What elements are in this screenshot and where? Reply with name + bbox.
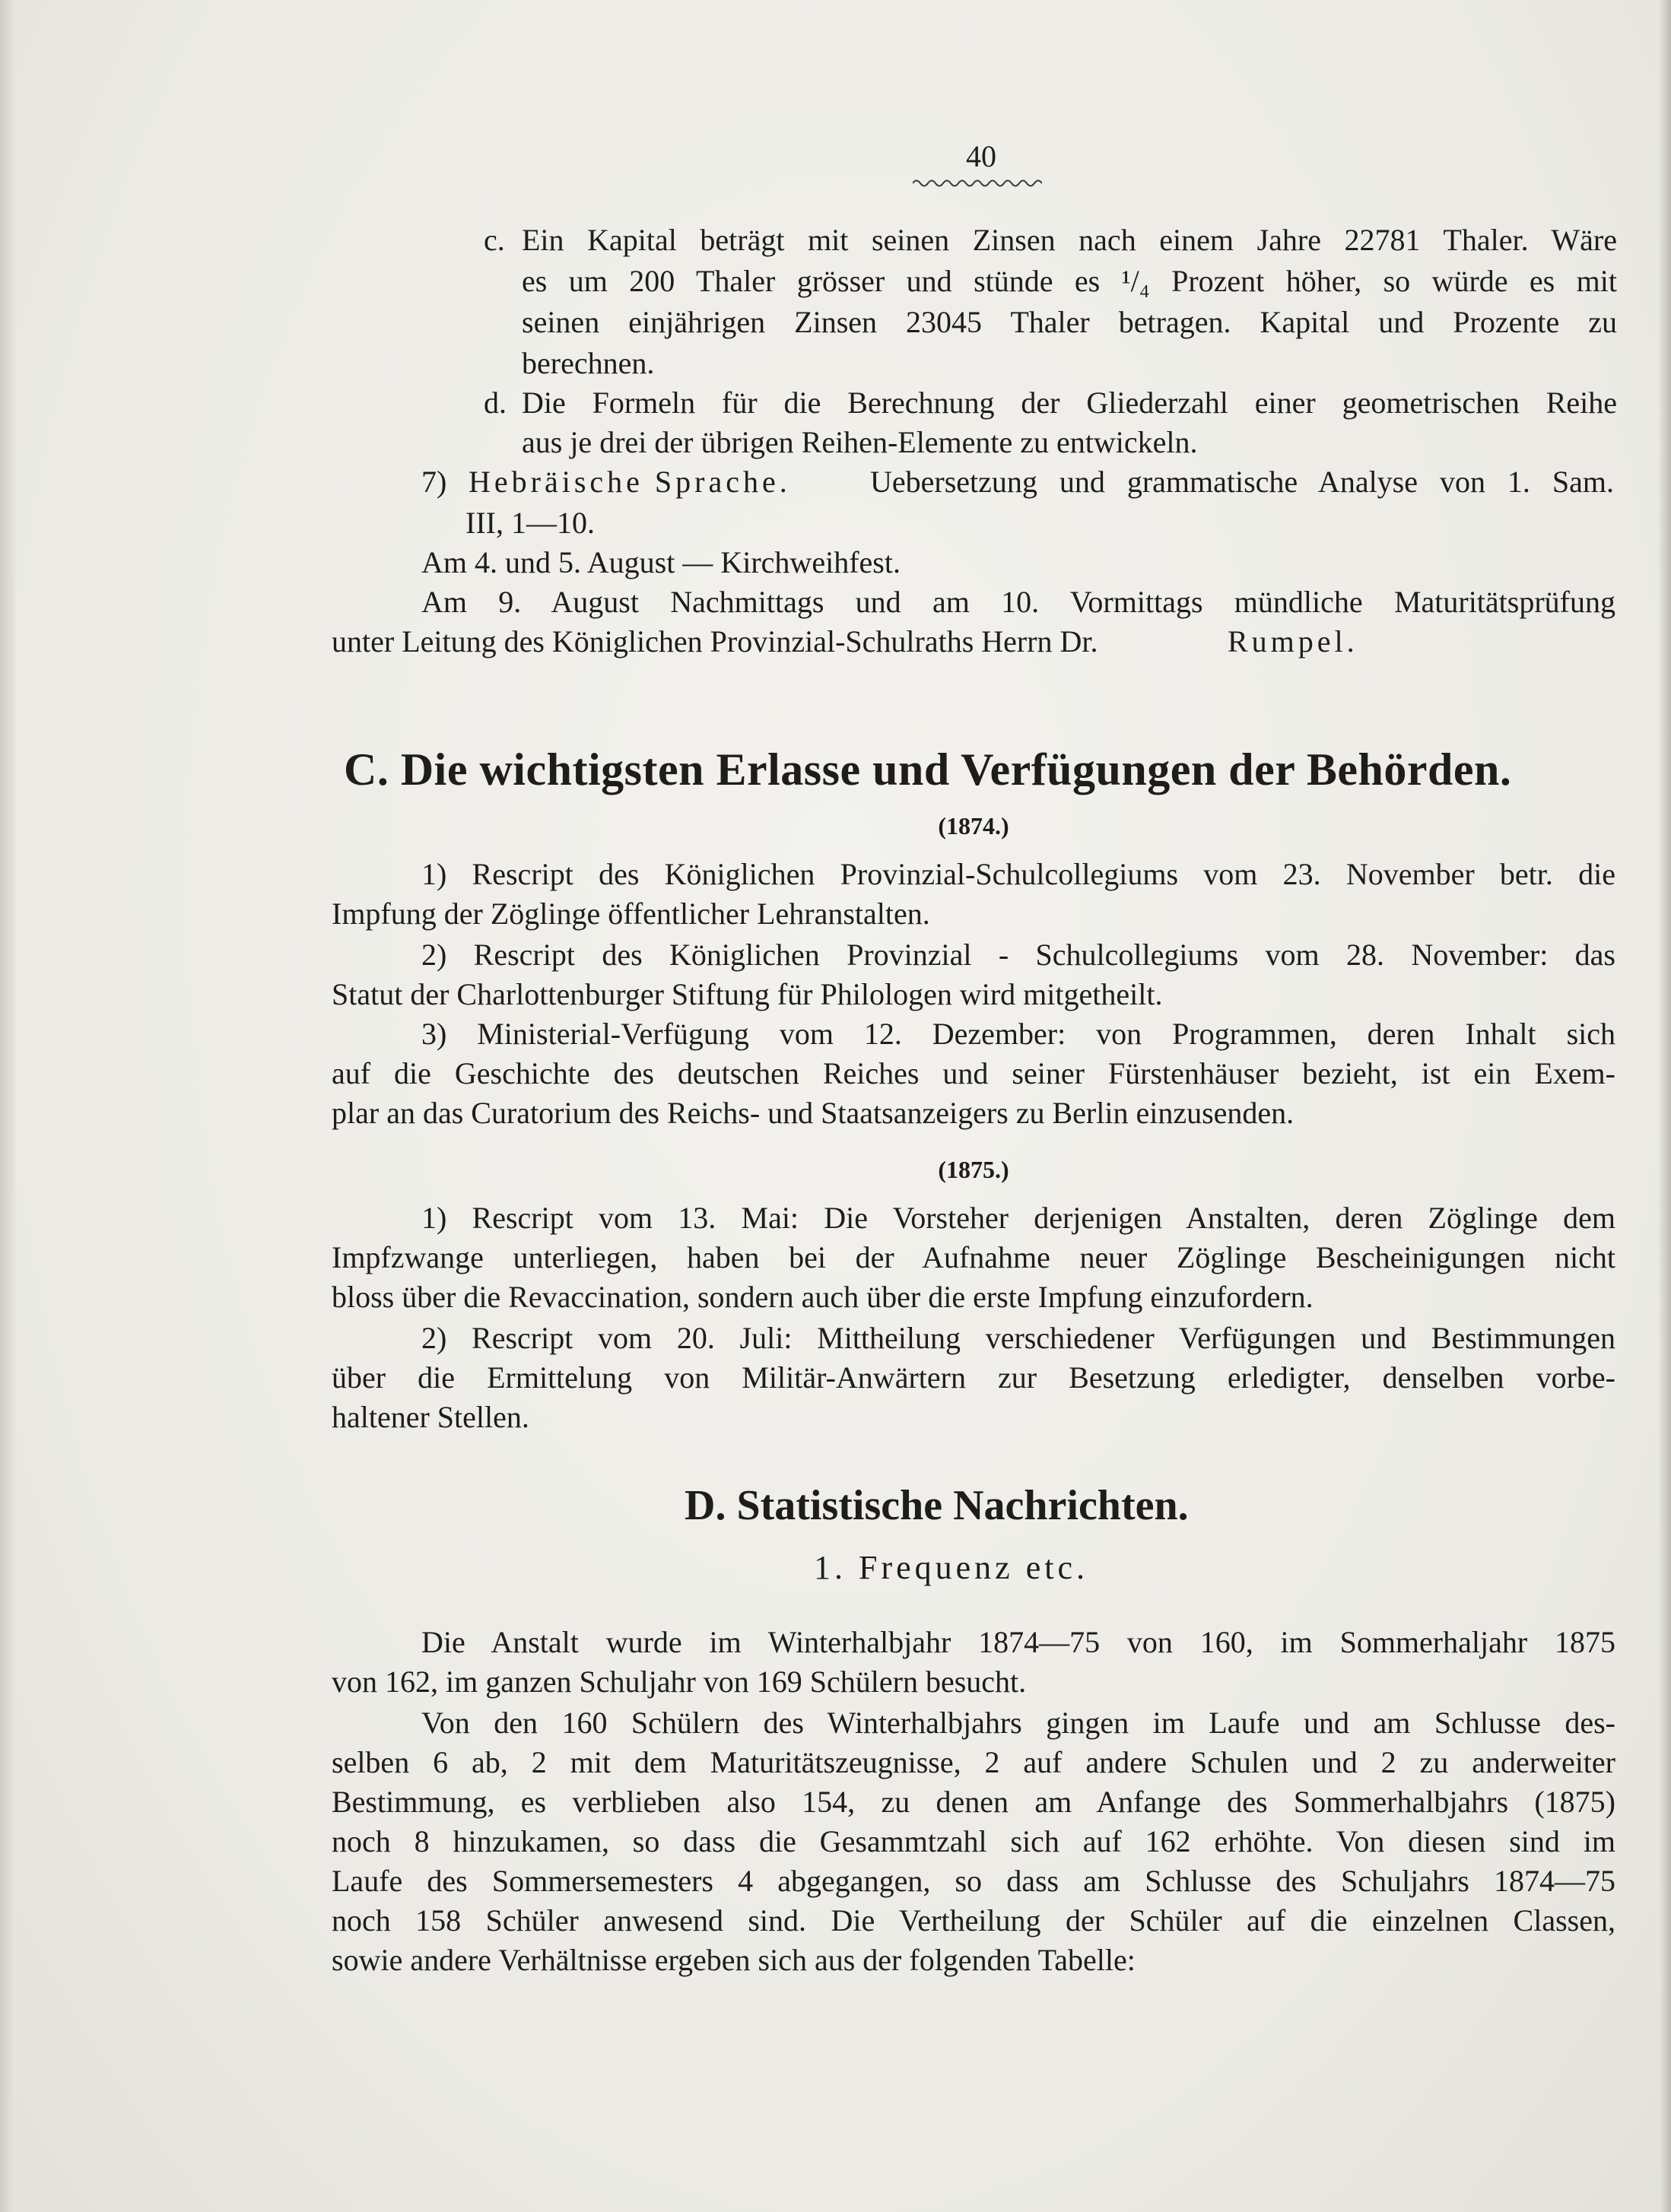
item-d-marker: d. (484, 386, 507, 420)
item-7-marker: 7) (421, 465, 447, 499)
frequenz-para-2-line-4: noch 8 hinzukamen, so dass die Gesammtzahl sich auf 162 erhöhte. Von diesen sind im (332, 1824, 1615, 1858)
maturitaet-name: Rumpel. (1228, 624, 1358, 659)
item-c-line-1: Ein Kapital beträgt mit seinen Zinsen nach einem Jahre 22781 Thaler. Wäre (522, 223, 1617, 257)
erlass-1875-1-line-1: 1) Rescript vom 13. Mai: Die Vorsteher derjenigen Anstalten, deren Zöglinge dem (421, 1201, 1615, 1235)
item-7-line-1: Uebersetzung und grammatische Analyse von 1. Sam. (870, 465, 1614, 499)
item-7-title: Hebräische Sprache. (469, 465, 791, 499)
erlass-1874-2-line-2: Statut der Charlottenburger Stiftung für Philologen wird mitgetheilt. (332, 977, 1163, 1011)
page-number-ornament (913, 178, 1042, 189)
frequenz-para-2-line-1: Von den 160 Schülern des Winterhalbjahrs gingen im Laufe und am Schlusse des- (421, 1706, 1615, 1740)
item-c-line-4: berechnen. (522, 346, 655, 380)
item-c-line-3: seinen einjährigen Zinsen 23045 Thaler betragen. Kapital und Prozente zu (522, 305, 1617, 339)
page-edge-right (1659, 0, 1671, 2212)
frequenz-para-2-line-3: Bestimmung, es verblieben also 154, zu denen am Anfange des Sommerhalbjahrs (1875) (332, 1785, 1615, 1819)
page-number: 40 (966, 139, 996, 173)
erlass-1875-1-line-3: bloss über die Revaccination, sondern auch über die erste Impfung einzufordern. (332, 1280, 1314, 1314)
erlass-1874-3-line-2: auf die Geschichte des deutschen Reiches und seiner Fürstenhäuser bezieht, ist ein Exem- (332, 1056, 1615, 1090)
frequenz-para-1-line-1: Die Anstalt wurde im Winterhalbjahr 1874—75 von 160, im Sommerhaljahr 1875 (421, 1625, 1615, 1659)
erlass-1874-1-line-1: 1) Rescript des Königlichen Provinzial-Schulcollegiums vom 23. November betr. die (421, 857, 1615, 891)
item-7-line-2: III, 1—10. (465, 506, 595, 540)
erlass-1874-3-line-3: plar an das Curatorium des Reichs- und Staatsanzeigers zu Berlin einzusenden. (332, 1096, 1295, 1130)
frequenz-para-2-line-5: Laufe des Sommersemesters 4 abgegangen, so dass am Schlusse des Schuljahrs 1874—75 (332, 1864, 1615, 1898)
section-d-heading: D. Statistische Nachrichten. (685, 1482, 1189, 1529)
item-d-line-1: Die Formeln für die Berechnung der Gliederzahl einer geometrischen Reihe (522, 386, 1617, 420)
frequenz-para-2-line-7: sowie andere Verhältnisse ergeben sich aus der folgenden Tabelle: (332, 1943, 1136, 1977)
year-1874: (1874.) (938, 812, 1009, 839)
erlass-1874-2-line-1: 2) Rescript des Königlichen Provinzial - Schulcollegiums vom 28. November: das (421, 938, 1615, 972)
section-d-subheading: 1. Frequenz etc. (814, 1549, 1088, 1586)
section-c-heading: C. Die wichtigsten Erlasse und Verfügungen der Behörden. (344, 744, 1512, 795)
page-edge-left (0, 0, 15, 2212)
maturitaet-line-1: Am 9. August Nachmittags und am 10. Vormittags mündliche Maturitätsprüfung (421, 585, 1615, 619)
item-c-marker: c. (484, 223, 505, 257)
erlass-1875-2-line-1: 2) Rescript vom 20. Juli: Mittheilung verschiedener Verfügungen und Bestimmungen (421, 1321, 1615, 1355)
maturitaet-line-2: unter Leitung des Königlichen Provinzial-Schulraths Herrn Dr. (332, 624, 1098, 659)
year-1875: (1875.) (938, 1156, 1009, 1183)
frequenz-para-2-line-6: noch 158 Schüler anwesend sind. Die Vertheilung der Schüler auf die einzelnen Classen, (332, 1903, 1615, 1937)
erlass-1875-1-line-2: Impfzwange unterliegen, haben bei der Aufnahme neuer Zöglinge Bescheinigungen nicht (332, 1240, 1615, 1274)
item-d-line-2: aus je drei der übrigen Reihen-Elemente zu entwickeln. (522, 425, 1198, 459)
erlass-1874-1-line-2: Impfung der Zöglinge öffentlicher Lehranstalten. (332, 897, 930, 931)
item-c-line-2: es um 200 Thaler grösser und stünde es ¹/₄ Prozent höher, so würde es mit (522, 264, 1617, 298)
erlass-1875-2-line-3: haltener Stellen. (332, 1400, 529, 1434)
kirchweihfest: Am 4. und 5. August — Kirchweihfest. (421, 545, 901, 579)
erlass-1875-2-line-2: über die Ermittelung von Militär-Anwärtern zur Besetzung erledigter, denselben vorbe- (332, 1360, 1615, 1395)
frequenz-para-1-line-2: von 162, im ganzen Schuljahr von 169 Schülern besucht. (332, 1665, 1027, 1699)
erlass-1874-3-line-1: 3) Ministerial-Verfügung vom 12. Dezember: von Programmen, deren Inhalt sich (421, 1017, 1615, 1051)
frequenz-para-2-line-2: selben 6 ab, 2 mit dem Maturitätszeugnisse, 2 auf andere Schulen und 2 zu anderweiter (332, 1745, 1615, 1779)
